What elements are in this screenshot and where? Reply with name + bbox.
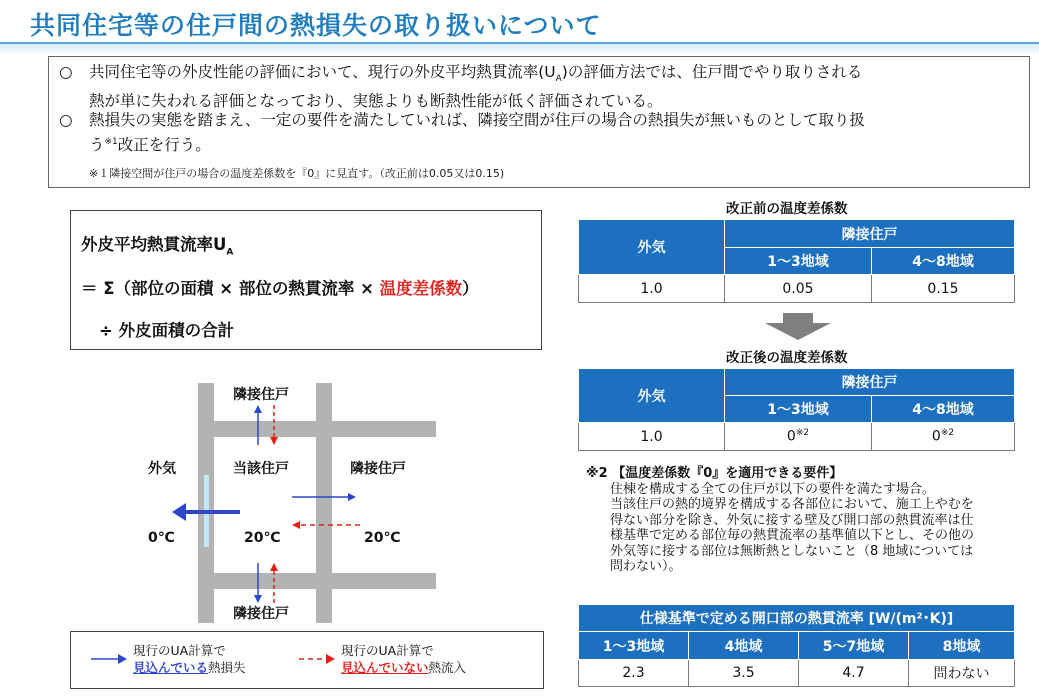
label-adjacent-bottom: 隣接住戸 <box>233 606 289 622</box>
label-outside-air: 外気 <box>148 461 176 477</box>
top-slab <box>214 421 436 437</box>
header-region-1-3: 1～3地域 <box>725 248 872 275</box>
legend-box <box>70 631 544 689</box>
label-this-unit: 当該住戸 <box>233 461 289 477</box>
bottom-slab <box>214 573 436 589</box>
cell-region-4-8: 0.15 <box>872 275 1015 303</box>
header-region-4: 4地域 <box>689 632 799 660</box>
footnote-2-heading: ※2 【温度差係数『0』を適用できる要件】 <box>586 466 843 481</box>
cell-region-1-3: 0$^{※2}$ <box>725 423 872 451</box>
header-region-8: 8地域 <box>909 632 1015 660</box>
temp-adjacent: 20℃ <box>364 530 401 546</box>
header-adjacent-unit: 隣接住戸 <box>725 220 1015 248</box>
title-underline <box>0 42 1039 44</box>
legend-red-dashed-arrow-icon <box>297 652 337 666</box>
header-region-5-7: 5～7地域 <box>799 632 909 660</box>
cell-region-4: 3.5 <box>689 660 799 687</box>
heat-flow-diagram <box>140 375 440 625</box>
formula-expression: ＝ Σ（部位の面積 × 部位の熱貫流率 × 温度差係数） <box>81 279 479 298</box>
header-outside-air: 外気 <box>579 369 725 423</box>
label-adjacent-top: 隣接住戸 <box>233 387 289 403</box>
temp-this-unit: 20℃ <box>244 530 281 546</box>
header-region-1-3: 1～3地域 <box>579 632 689 660</box>
header-region-4-8: 4～8地域 <box>872 396 1015 423</box>
header-adjacent-unit: 隣接住戸 <box>725 369 1015 396</box>
table-before-caption: 改正前の温度差係数 <box>726 201 848 217</box>
cell-outside: 1.0 <box>579 423 725 451</box>
cell-region-5-7: 4.7 <box>799 660 909 687</box>
label-adjacent-right: 隣接住戸 <box>350 461 406 477</box>
temp-outside: 0℃ <box>148 530 175 546</box>
table-after <box>578 368 1015 451</box>
circle-bullet-icon: ○ <box>59 63 73 81</box>
page-title: 共同住宅等の住戸間の熱損失の取り扱いについて <box>30 11 602 40</box>
header-region-1-3: 1～3地域 <box>725 396 872 423</box>
cell-outside: 1.0 <box>579 275 725 303</box>
formula-title: 外皮平均熱貫流率$U_A$ <box>81 235 234 258</box>
legend-uncounted-gain: 現行のUA計算で 見込んでいない熱流入 <box>341 643 467 675</box>
table-after-caption: 改正後の温度差係数 <box>726 350 848 366</box>
cell-region-8: 問わない <box>909 660 1015 687</box>
arrowhead-icon <box>172 503 186 521</box>
header-outside-air: 外気 <box>579 220 725 275</box>
cell-region-1-3: 2.3 <box>579 660 689 687</box>
formula-divisor: ÷ 外皮面積の合計 <box>99 321 235 340</box>
legend-blue-arrow-icon <box>89 652 129 666</box>
legend-current-loss: 現行のUA計算で 見込んでいる熱損失 <box>133 643 246 675</box>
formula-box <box>70 210 542 350</box>
footnote-2 <box>586 466 1026 575</box>
spec-table-caption: 仕様基準で定める開口部の熱貫流率 [W/(m²･K)] <box>579 605 1015 632</box>
circle-bullet-icon: ○ <box>59 111 73 129</box>
cell-region-1-3: 0.05 <box>725 275 872 303</box>
header-region-4-8: 4～8地域 <box>872 248 1015 275</box>
down-arrow-icon <box>763 313 833 341</box>
table-before <box>578 219 1015 303</box>
footnote-2-body: 住棟を構成する全ての住戸が以下の要件を満たす場合。 当該住戸の熱的境界を構成する各部位において、施工上やむを 得ない部分を除き、外気に接する壁及び開口部の熱貫流率は仕 様基準で定める部位毎の熱貫流率の基準値以下とし、その他の 外気等に接する部位は無断熱としないこと（8 地域については 問わない）。 <box>610 481 975 574</box>
temperature-coefficient-term: 温度差係数 <box>379 279 463 298</box>
cell-region-4-8: 0$^{※2}$ <box>872 423 1015 451</box>
table-opening-u-value <box>578 604 1015 687</box>
footnote-1: ※１隣接空間が住戸の場合の温度差係数を『0』に見直す。（改正前は0.05又は0.15) <box>89 167 505 180</box>
summary-box: ○ 共同住宅等の外皮性能の評価において、現行の外皮平均熱貫流率$(U_A)$の評価方法では、住戸間でやり取りされる 熱が単に失われる評価となっており、実態よりも断熱性能が低く評価されている。 ○ 熱損失の実態を踏まえ、一定の要件を満たしていれば、隣接空間が住戸の場合の熱損失が無いものとして取り扱 う$^{※1}$改正を行う。 ※１隣接空間が住戸の場合の温度差係数を『0』に見直す。（改正前は0.05又は0.15) <box>48 56 1030 188</box>
